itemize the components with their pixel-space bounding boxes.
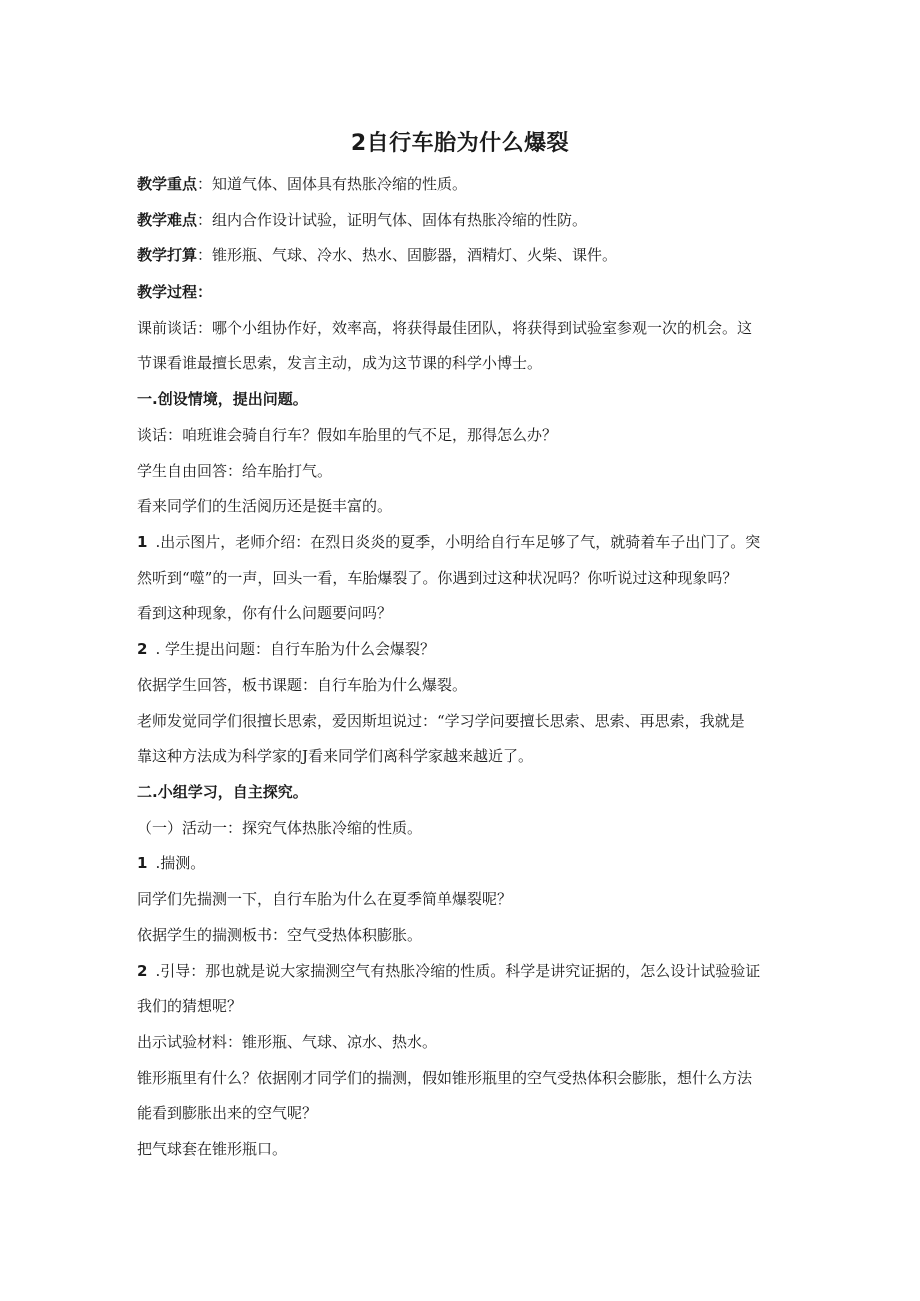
paragraph-line: 出示试验材料：锥形瓶、气球、凉水、热水。 [137, 1033, 438, 1051]
teaching-process-label: 教学过程： [137, 283, 213, 301]
step-text: .揣测。 [155, 854, 206, 872]
teaching-preparation-label: 教学打算 [137, 246, 198, 264]
list-item-1 [137, 532, 787, 552]
paragraph-line: 依据学生的揣测板书：空气受热体积膨胀。 [137, 926, 423, 944]
section-heading-1: 一.创设情境，提出问题。 [137, 390, 308, 408]
paragraph-line: 锥形瓶里有什么？依据刚才同学们的揣测，假如锥形瓶里的空气受热体积会膨胀，想什么方法 [137, 1069, 753, 1087]
paragraph-line: 看到这种现象，你有什么问题要问吗？ [137, 604, 393, 622]
paragraph-line: 课前谈话：哪个小组协作好，效率高，将获得最佳团队，将获得到试验室参观一次的机会。这 [137, 319, 753, 337]
teaching-difficulty-text: ：组内合作设计试验，证明气体、固体有热胀冷缩的性防。 [197, 211, 588, 229]
step-text: .引导：那也就是说大家揣测空气有热胀冷缩的性质。科学是讲究证据的，怎么设计试验验证 [155, 962, 761, 980]
list-item-2 [137, 639, 787, 659]
teaching-focus-text: ：知道气体、固体具有热胀冷缩的性质。 [197, 175, 468, 193]
paragraph-line: 靠这种方法成为科学家的J看来同学们离科学家越来越近了。 [137, 747, 534, 765]
teaching-focus [137, 174, 787, 194]
teaching-difficulty-label: 教学难点 [137, 211, 198, 229]
step-number: 2 [137, 962, 148, 980]
paragraph-line: 同学们先揣测一下，自行车胎为什么在夏季简单爆裂呢？ [137, 890, 513, 908]
paragraph-line: 能看到膨胀出来的空气呢？ [137, 1104, 318, 1122]
list-item-number: 2 [137, 640, 148, 658]
teaching-preparation-text: ：锥形瓶、气球、冷水、热水、固膨器，酒精灯、火柴、课件。 [197, 246, 618, 264]
paragraph-line: 老师发觉同学们很擅长思索，爱因斯坦说过：“学习学问要擅长思索、思索、再思索，我就是 [137, 712, 745, 730]
list-item-number: 1 [137, 533, 148, 551]
paragraph-line: 然听到“噬”的一声，回头一看，车胎爆裂了。你遇到过这种状况吗？你听说过这种现象吗？ [137, 569, 738, 587]
list-item-text: . 学生提出问题：自行车胎为什么会爆裂？ [155, 640, 435, 658]
document-title: 2自行车胎为什么爆裂 [350, 131, 570, 156]
activity-heading: （一）活动一：探究气体热胀冷缩的性质。 [137, 819, 423, 837]
paragraph-line: 学生自由回答：给车胎打气。 [137, 462, 333, 480]
teaching-preparation [137, 245, 787, 265]
teaching-focus-label: 教学重点 [137, 175, 198, 193]
step-item-1 [137, 853, 787, 873]
teaching-difficulty [137, 210, 787, 230]
paragraph-line: 节课看谁最擅长思索，发言主动，成为这节课的科学小博士。 [137, 354, 543, 372]
paragraph-line: 谈话：咱班谁会骑自行车？假如车胎里的气不足，那得怎么办？ [137, 426, 558, 444]
paragraph-line: 依据学生回答，板书课题：自行车胎为什么爆裂。 [137, 676, 468, 694]
section-heading-2: 二.小组学习，自主探究。 [137, 783, 308, 801]
list-item-text: .出示图片，老师介绍：在烈日炎炎的夏季，小明给自行车足够了气，就骑着车子出门了。突 [155, 533, 761, 551]
paragraph-line: 把气球套在锥形瓶口。 [137, 1140, 288, 1158]
step-number: 1 [137, 854, 148, 872]
paragraph-line: 看来同学们的生活阅历还是挺丰富的。 [137, 497, 393, 515]
paragraph-line: 我们的猜想呢？ [137, 997, 243, 1015]
step-item-2 [137, 961, 787, 981]
